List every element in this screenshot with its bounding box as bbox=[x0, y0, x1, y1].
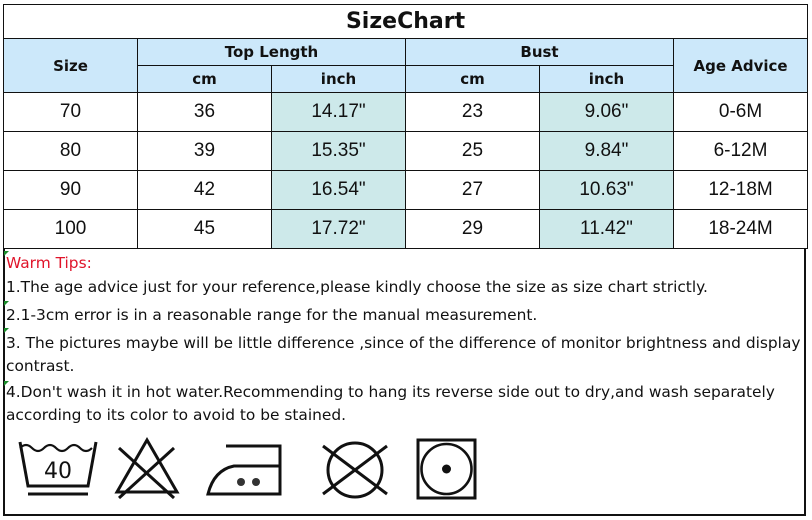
cell-top-inch: 16.54" bbox=[272, 171, 406, 210]
cell-age: 12-18M bbox=[674, 171, 808, 210]
tip-item: 4.Don't wash it in hot water.Recommending to hang its reverse side out to dry,and wash separately according to its color to avoid to be stained. bbox=[6, 383, 775, 424]
cell-top-cm: 45 bbox=[138, 210, 272, 249]
header-top-cm: cm bbox=[138, 66, 272, 93]
cell-bust-inch: 11.42" bbox=[540, 210, 674, 249]
cell-size: 70 bbox=[4, 93, 138, 132]
tips-heading: Warm Tips: bbox=[6, 254, 92, 272]
header-size: Size bbox=[4, 39, 138, 93]
tip-item: 3. The pictures maybe will be little difference ,since of the difference of monitor brightness and display contrast. bbox=[6, 334, 801, 375]
tip-item: 2.1-3cm error is in a reasonable range for the manual measurement. bbox=[6, 306, 538, 324]
header-top-length: Top Length bbox=[138, 39, 406, 66]
cell-bust-cm: 29 bbox=[406, 210, 540, 249]
table-row bbox=[4, 93, 808, 132]
tumble-dry-icon bbox=[416, 436, 478, 502]
do-not-bleach-icon bbox=[114, 436, 180, 502]
cell-age: 18-24M bbox=[674, 210, 808, 249]
cell-bust-cm: 23 bbox=[406, 93, 540, 132]
header-age-advice: Age Advice bbox=[674, 39, 808, 93]
header-bust-inch: inch bbox=[540, 66, 674, 93]
table-row bbox=[4, 132, 808, 171]
header-top-inch: inch bbox=[272, 66, 406, 93]
cell-top-cm: 39 bbox=[138, 132, 272, 171]
table-row bbox=[4, 171, 808, 210]
warm-tips bbox=[6, 252, 802, 431]
cell-bust-inch: 9.06" bbox=[540, 93, 674, 132]
svg-text:40: 40 bbox=[44, 459, 72, 484]
cell-top-inch: 14.17" bbox=[272, 93, 406, 132]
cell-bust-inch: 10.63" bbox=[540, 171, 674, 210]
cell-top-cm: 42 bbox=[138, 171, 272, 210]
wash-40-icon bbox=[16, 436, 100, 502]
do-not-dry-clean-icon bbox=[320, 436, 390, 502]
cell-bust-inch: 9.84" bbox=[540, 132, 674, 171]
cell-size: 80 bbox=[4, 132, 138, 171]
chart-title: SizeChart bbox=[4, 5, 808, 39]
iron-medium-heat-icon bbox=[204, 436, 284, 502]
tip-item: 1.The age advice just for your reference,please kindly choose the size as size chart strictly. bbox=[6, 278, 708, 296]
table-row bbox=[4, 210, 808, 249]
cell-size: 90 bbox=[4, 171, 138, 210]
cell-size: 100 bbox=[4, 210, 138, 249]
cell-bust-cm: 25 bbox=[406, 132, 540, 171]
cell-bust-cm: 27 bbox=[406, 171, 540, 210]
cell-age: 6-12M bbox=[674, 132, 808, 171]
header-bust-cm: cm bbox=[406, 66, 540, 93]
size-chart-table bbox=[3, 4, 808, 249]
cell-top-cm: 36 bbox=[138, 93, 272, 132]
cell-top-inch: 15.35" bbox=[272, 132, 406, 171]
cell-age: 0-6M bbox=[674, 93, 808, 132]
cell-top-inch: 17.72" bbox=[272, 210, 406, 249]
header-bust: Bust bbox=[406, 39, 674, 66]
